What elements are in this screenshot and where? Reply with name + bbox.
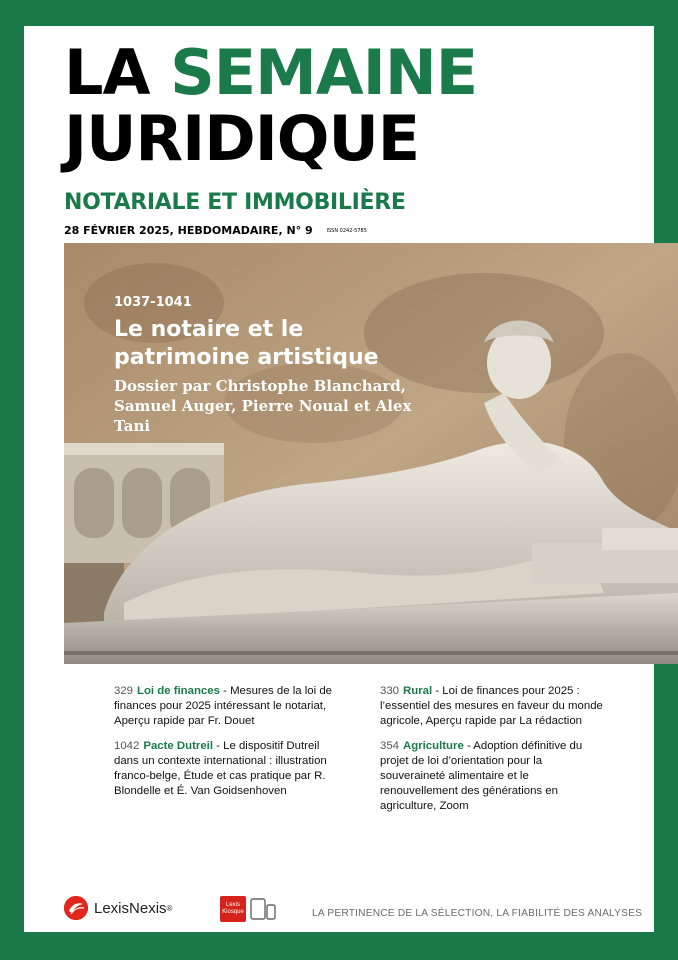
summary-text: - Mesures de la loi de finances pour 2025 intéressant le notariat, Aperçu rapide par Fr. Douet	[114, 685, 333, 727]
kiosque-line-1: Lexis	[225, 902, 240, 908]
summary-text: - Le dispositif Dutreil dans un contexte international : illustration franco-belge, Étude et cas pratique par R. Blondelle et É. Van Goidsenhoven	[114, 740, 327, 797]
masthead-line-1	[64, 36, 478, 109]
masthead	[64, 36, 478, 175]
cover-story-title: Le notaire et le patrimoine artistique	[114, 317, 379, 370]
kiosque-line-2: Kiosque	[222, 909, 244, 915]
summary-item	[114, 739, 340, 799]
issue-dateline	[64, 224, 367, 237]
tablet-phone-icon	[250, 897, 276, 921]
masthead-la: LA	[64, 36, 150, 109]
lexis-kiosque-badge	[220, 896, 276, 922]
lexisnexis-logo	[64, 896, 172, 920]
summary-number: 330	[380, 685, 400, 697]
issue-date: 28 FÉVRIER 2025, HEBDOMADAIRE, N° 9	[64, 224, 313, 237]
tagline: LA PERTINENCE DE LA SÉLECTION, LA FIABILITÉ DES ANALYSES	[312, 908, 643, 919]
masthead-semaine: SEMAINE	[170, 36, 478, 109]
summary-number: 329	[114, 685, 134, 697]
cover-story	[114, 295, 444, 436]
publisher-mark: ®	[166, 903, 173, 913]
lexisnexis-emblem-icon	[64, 896, 88, 920]
summary-keyword: Rural	[403, 685, 433, 697]
summary-keyword: Pacte Dutreil	[143, 740, 213, 752]
publisher-name: LexisNexis	[94, 899, 167, 917]
summary-text: - Loi de finances pour 2025 : l’essentiel des mesures en faveur du monde agricole, Aperçu rapide par La rédaction	[380, 685, 603, 727]
summary-number: 1042	[114, 740, 140, 752]
summary-item	[380, 684, 606, 729]
cover-photo	[64, 243, 678, 664]
issn: ISSN 0242-5785	[326, 228, 367, 234]
edition-subtitle: NOTARIALE ET IMMOBILIÈRE	[64, 190, 406, 215]
summary-text: - Adoption définitive du projet de loi d’orientation pour la souveraineté alimentaire et le renouvellement des générations en agriculture, Zoom	[380, 740, 583, 812]
summary-keyword: Loi de finances	[137, 685, 220, 697]
summary-keyword: Agriculture	[403, 740, 464, 752]
summary-item	[114, 684, 340, 729]
summary-column-right	[380, 684, 606, 824]
cover-story-authors: Dossier par Christophe Blanchard, Samuel Auger, Pierre Noual et Alex Tani	[114, 377, 412, 435]
masthead-juridique: JURIDIQUE	[64, 102, 420, 175]
kiosque-icon	[220, 896, 246, 922]
masthead-line-2	[64, 102, 477, 175]
summary-number: 354	[380, 740, 400, 752]
cover-story-number: 1037-1041	[114, 295, 192, 310]
summary-item	[380, 739, 606, 814]
summary-column-left	[114, 684, 340, 809]
